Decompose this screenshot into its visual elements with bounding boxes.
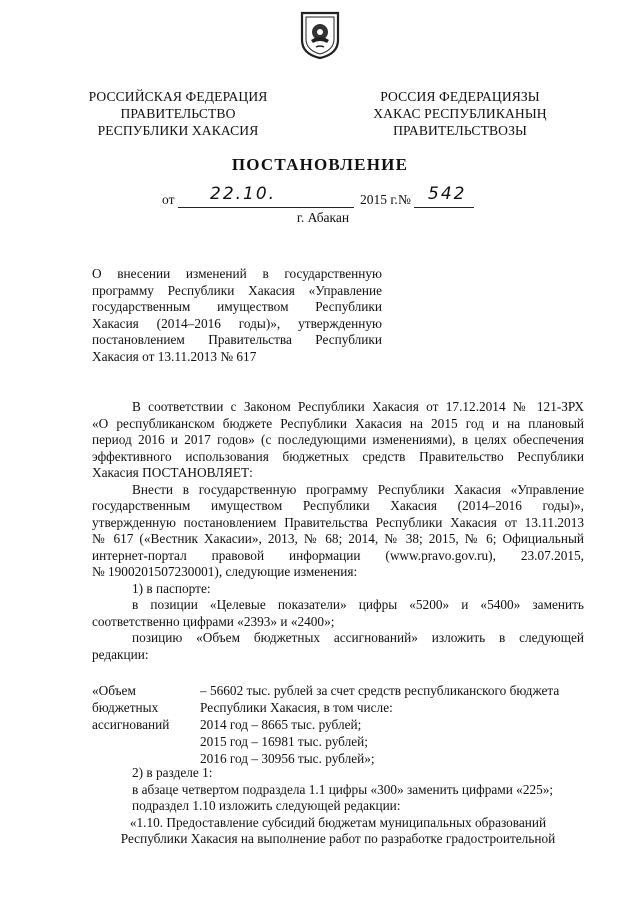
body-line: № 1900201507230001), следующие изменения: [92, 564, 358, 579]
header-left-line: РЕСПУБЛИКИ ХАКАСИЯ [97, 123, 259, 138]
body-line: утвержденную постановлением Правительства Республики Хакасия от 13.11.2013 [92, 514, 584, 530]
subject-line: программу Республики Хакасия «Управление [92, 282, 382, 298]
header-right-line: ХАКАС РЕСПУБЛИКАНЫҢ [373, 106, 547, 121]
body-line: подраздел 1.10 изложить следующей редакции: [132, 798, 401, 814]
body-line: 1) в паспорте: [132, 580, 211, 596]
date-underline [178, 207, 354, 208]
section-heading-line: Республики Хакасия на выполнение работ по разработке градостроительной [120, 831, 556, 847]
body-line: редакции: [92, 646, 149, 662]
budget-label-line: бюджетных [92, 700, 159, 715]
budget-values [200, 682, 590, 767]
subject-line: государственным имуществом Республики [92, 299, 382, 315]
header-right-line: ПРАВИТЕЛЬСТВОЗЫ [393, 123, 527, 138]
city: г. Абакан [296, 210, 350, 225]
body-line: эффективного использования бюджетных средств Правительство Республики [92, 448, 584, 464]
subject-line: О внесении изменений в государственную [92, 266, 382, 281]
body-line: соответственно цифрами «2393» и «2400»; [92, 613, 335, 629]
coat-of-arms-emblem [298, 10, 342, 60]
subject-line: Хакасия (2014–2016 годы)», утвержденную [92, 315, 382, 331]
date-year: 2015 г. [360, 192, 398, 207]
body-line: государственным имуществом Республики Хакасия (2014–2016 годы)», [92, 498, 584, 513]
budget-line: 2014 год – 8665 тыс. рублей; [200, 717, 362, 732]
number-sign: № [398, 192, 411, 207]
budget-line: 2016 год – 30956 тыс. рублей»; [200, 751, 375, 766]
handwritten-date: 22.10. [210, 184, 277, 204]
date-prefix: от [162, 192, 175, 207]
budget-label [92, 682, 192, 733]
body-line: 2) в разделе 1: [132, 765, 213, 780]
document-continuation [92, 765, 584, 848]
body-line: период 2016 и 2017 годов» (с последующими изменениями), в целях обеспечения [92, 432, 584, 447]
document-title: ПОСТАНОВЛЕНИЕ [231, 155, 409, 174]
subject-line: постановлением Правительства Республики [92, 332, 382, 348]
body-line: Хакасия ПОСТАНОВЛЯЕТ: [92, 465, 253, 480]
header-right-line: РОССИЯ ФЕДЕРАЦИЯЗЫ [380, 89, 540, 104]
body-line: позицию «Объем бюджетных ассигнований» изложить в следующей [132, 630, 584, 645]
budget-label-line: «Объем [92, 683, 136, 698]
document-subject [92, 266, 382, 366]
body-line: Внести в государственную программу Республики Хакасия «Управление [132, 481, 584, 497]
body-line: в позиции «Целевые показатели» цифры «5200» и «5400» заменить [132, 597, 584, 612]
body-line: интернет-портал правовой информации (www.pravo.gov.ru), 23.07.2015, [92, 547, 584, 563]
header-left [78, 88, 278, 139]
header-right [360, 88, 560, 139]
budget-line: Республики Хакасия, в том числе: [200, 700, 393, 715]
body-line: в абзаце четвертом подраздела 1.1 цифры «300» заменить цифрами «225»; [132, 781, 554, 797]
body-line: В соответствии с Законом Республики Хакасия от 17.12.2014 № 121-ЗРХ [132, 399, 584, 414]
body-line: «О республиканском бюджете Республики Хакасия на 2015 год и на плановый [92, 415, 584, 431]
budget-line: – 56602 тыс. рублей за счет средств республиканского бюджета [200, 683, 560, 698]
document-body [92, 399, 584, 663]
subject-line: Хакасия от 13.11.2013 № 617 [92, 348, 257, 364]
section-heading-line: «1.10. Предоставление субсидий бюджетам муниципальных образований [129, 814, 547, 830]
budget-label-line: ассигнований [92, 717, 170, 732]
handwritten-number: 542 [428, 184, 467, 204]
budget-line: 2015 год – 16981 тыс. рублей; [200, 734, 368, 749]
header-left-line: ПРАВИТЕЛЬСТВО [120, 106, 236, 121]
header-left-line: РОССИЙСКАЯ ФЕДЕРАЦИЯ [88, 89, 268, 104]
body-line: № 617 («Вестник Хакасии», 2013, № 68; 2014, № 38; 2015, № 6; Официальный [92, 531, 584, 546]
number-underline [414, 207, 474, 208]
